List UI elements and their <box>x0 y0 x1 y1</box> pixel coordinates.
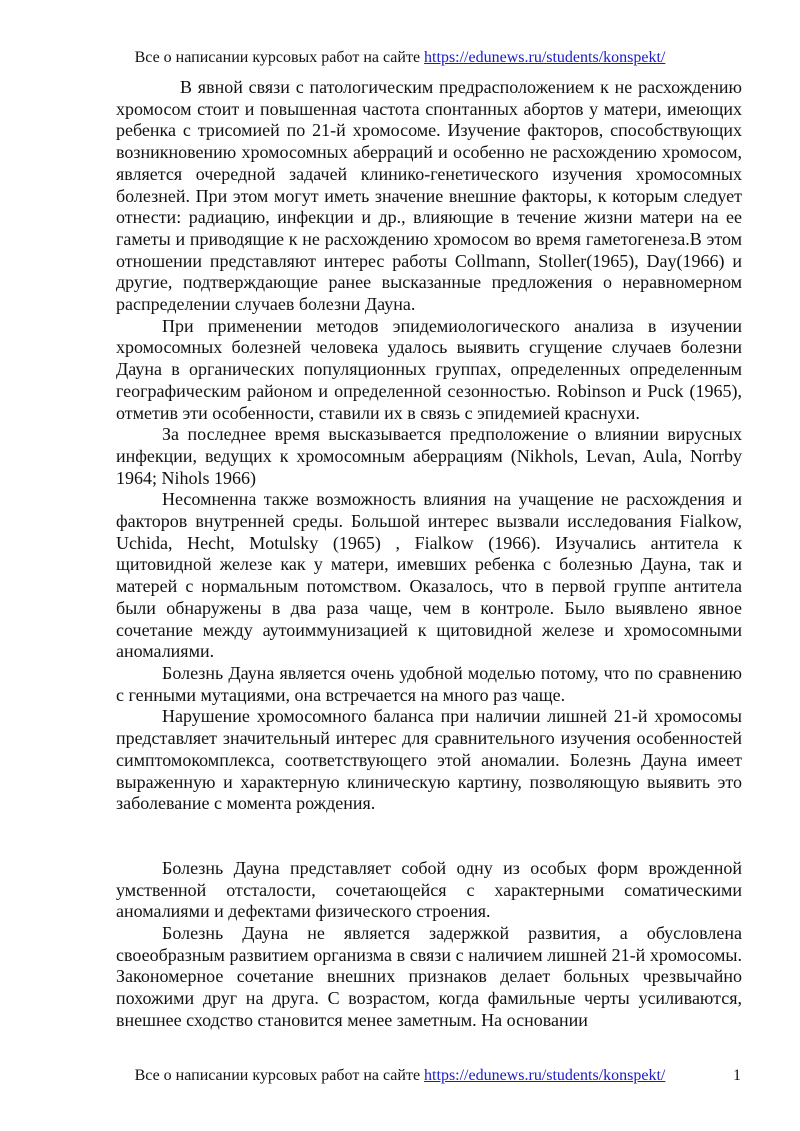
footer-text: Все о написании курсовых работ на сайте <box>134 1067 421 1084</box>
page-number: 1 <box>733 1067 741 1084</box>
paragraph: При применении методов эпидемиологического анализа в изучении хромосомных болезней человека удалось выявить сгущение случаев болезни Дауна в органических популяционных группах, определенных определенным географическим районом и определенной сезонностью. Robinson и Puck (1965), отметив эти особенности, ставили их в связь с эпидемией краснухи. <box>116 315 742 423</box>
document-body <box>116 77 742 1032</box>
footer-link[interactable]: https://edunews.ru/students/konspekt/ <box>424 1067 666 1084</box>
header-link[interactable]: https://edunews.ru/students/konspekt/ <box>424 49 666 66</box>
paragraph: Болезнь Дауна представляет собой одну из особых форм врожденной умственной отсталости, сочетающейся с характерными соматическими аномалиями и дефектами физического строения. <box>116 857 742 922</box>
paragraph: Несомненна также возможность влияния на учащение не расхождения и факторов внутренней среды. Большой интерес вызвали исследования Fialkow, Uchida, Hecht, Motulsky (1965) , Fialkow (1966). Изучались антитела к щитовидной железе как у матери, имевших ребенка с болезнью Дауна, так и матерей с нормальным потомством. Оказалось, что в первой группе антитела были обнаружены в два раза чаще, чем в контроле. Было выявлено явное сочетание между аутоиммунизацией к щитовидной железе и хромосомными аномалиями. <box>116 489 742 662</box>
section-gap <box>116 815 742 858</box>
paragraph: За последнее время высказывается предположение о влиянии вирусных инфекции, ведущих к хромосомным аберрациям (Nikhols, Levan, Aula, Norrby 1964; Nihols 1966) <box>116 424 742 488</box>
paragraph: В явной связи с патологическим предрасположением к не расхождению хромосом стоит и повышенная частота спонтанных абортов у матери, имеющих ребенка с трисомией по 21-й хромосоме. Изучение факторов, способствующих возникновению хромосомных аберраций и особенно не расхождению хромосом, является очередной задачей клинико-генетического изучения хромосомных болезней. При этом могут иметь значение внешние факторы, к которым следует отнести: радиацию, инфекции и др., влияющие в течение жизни матери на ее гаметы и приводящие к не расхождению хромосом во время гаметогенеза.В этом отношении представляют интерес работы Collmann, Stoller(1965), Day(1966) и другие, подтверждающие ранее высказанные предложения о неравномерном распределении случаев болезни Дауна. <box>116 77 742 315</box>
page-header <box>0 48 800 68</box>
paragraph: Болезнь Дауна не является задержкой развития, а обусловлена своеобразным развитием организма в связи с наличием лишней 21-й хромосомы. Закономерное сочетание внешних признаков делает больных чрезвычайно похожими друг на друга. С возрастом, когда фамильные черты усиливаются, внешнее сходство становится менее заметным. На основании <box>116 923 742 1030</box>
paragraph: Нарушение хромосомного баланса при наличии лишней 21-й хромосомы представляет значительный интерес для сравнительного изучения особенностей симптомокомплекса, соответствующего этой аномалии. Болезнь Дауна имеет выраженную и характерную клиническую картину, позволяющую выявить это заболевание с момента рождения. <box>116 706 742 814</box>
page-footer <box>0 1066 800 1086</box>
paragraph: Болезнь Дауна является очень удобной моделью потому, что по сравнению с генными мутациями, она встречается на много раз чаще. <box>116 662 742 705</box>
header-text: Все о написании курсовых работ на сайте <box>134 49 421 66</box>
